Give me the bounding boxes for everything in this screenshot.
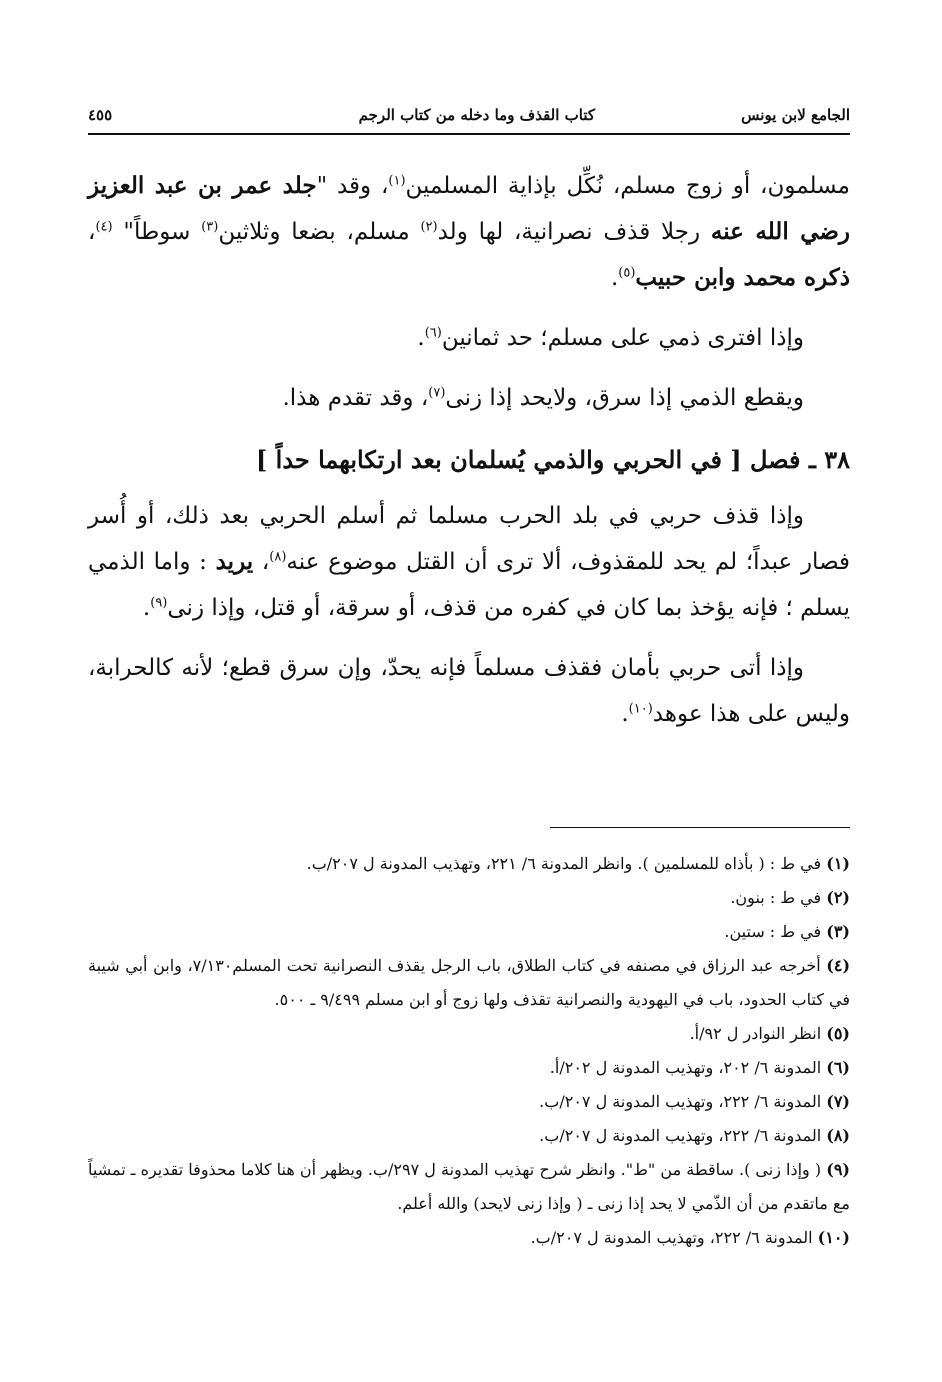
- footnote: [88, 881, 850, 915]
- text-run: ويقطع الذمي إذا سرق، ولايحد إذا زنى: [445, 385, 804, 411]
- footnote-divider: [550, 827, 850, 828]
- footnote-ref: (٩): [150, 595, 168, 611]
- text-run: ،: [88, 219, 96, 245]
- footnote-text: في ط : ستين.: [724, 922, 822, 941]
- footnote-ref: (١٠): [628, 701, 653, 717]
- footnote: [88, 949, 850, 1017]
- footnote: [88, 1017, 850, 1051]
- text-run: وإذا قذف حربي في بلد الحرب مسلما ثم أسلم الحربي بعد ذلك، أو أُسر فصار عبداً؛ لم يحد للمقذوف، ألا ترى أن القتل موضوع عنه: [88, 503, 851, 575]
- page-number: ٤٥٥: [88, 106, 113, 124]
- chapter-title: كتاب القذف وما دخله من كتاب الرجم: [358, 106, 595, 124]
- footnote-ref: (٦): [424, 325, 442, 341]
- footnote-text: المدونة ٦/ ٢٢٢، وتهذيب المدونة ل ٢٠٧/ب.: [530, 1228, 813, 1247]
- main-text: [88, 163, 850, 751]
- text-run: مسلمون، أو زوج مسلم، نُكِّل بإذاية المسلمين: [405, 173, 850, 199]
- text-run: .: [142, 595, 151, 621]
- footnote-ref: (٨): [269, 549, 287, 565]
- text-run: .: [417, 325, 425, 351]
- footnote-number: (٣): [826, 922, 850, 941]
- footnote-ref: (٢): [420, 219, 438, 235]
- footnote-text: المدونة ٦/ ٢٠٢، وتهذيب المدونة ل ٢٠٢/أ.: [549, 1058, 822, 1077]
- footnote: [88, 1153, 850, 1221]
- text-run: ، وقد ": [316, 173, 389, 199]
- footnote-ref: (٣): [201, 219, 219, 235]
- footnote-ref: (٤): [95, 219, 113, 235]
- footnote-text: المدونة ٦/ ٢٢٢، وتهذيب المدونة ل ٢٠٧/ب.: [539, 1126, 822, 1145]
- footnote-text: في ط : ( بأذاه للمسلمين ). وانظر المدونة ٦/ ٢٢١، وتهذيب المدونة ل ٢٠٧/ب.: [306, 854, 822, 873]
- text-run: وإذا افترى ذمي على مسلم؛ حد ثمانين: [441, 325, 804, 351]
- text-run: .: [621, 701, 629, 727]
- footnote-ref: (٥): [618, 265, 636, 281]
- footnote: [88, 847, 850, 881]
- book-title: الجامع لابن يونس: [741, 106, 850, 124]
- footnotes: [88, 847, 850, 1255]
- section-heading: ٣٨ ـ فصل [ في الحربي والذمي يُسلمان بعد ارتكابهما حداً ]: [255, 445, 850, 474]
- text-run: .: [610, 265, 619, 291]
- footnote: [88, 1051, 850, 1085]
- paragraph-5: [88, 645, 850, 737]
- paragraph-4: [88, 493, 850, 631]
- footnote-text: انظر النوادر ل ٩٢/أ.: [689, 1024, 822, 1043]
- footnote-text: أخرجه عبد الرزاق في مصنفه في كتاب الطلاق، باب الرجل يقذف النصرانية تحت المسلم٧/١٣٠، وابن أبي شيبة في كتاب الحدود، باب في اليهودية والنصرانية تقذف ولها زوج أو ابن مسلم ٩/٤٩٩ ـ ٥٠٠.: [88, 956, 850, 1009]
- text-run: وإذا أتى حربي بأمان فقذف مسلماً فإنه يحدّ، وإن سرق قطع؛ لأنه كالحرابة، وليس على هذا عوهد: [88, 655, 850, 727]
- bold-run: ذكره محمد وابن حبيب: [635, 264, 850, 291]
- footnote: [88, 915, 850, 949]
- footnote: [88, 1119, 850, 1153]
- text-run: رجلا قذف نصرانية، لها ولد: [437, 219, 711, 245]
- footnote-number: (٨): [826, 1126, 850, 1145]
- footnote-ref: (١): [388, 173, 406, 189]
- text-run: ،: [253, 549, 270, 575]
- text-run: سوطاً": [112, 219, 202, 245]
- footnote-number: (١٠): [817, 1228, 850, 1247]
- paragraph-2: [88, 315, 850, 361]
- paragraph-3: [88, 375, 850, 421]
- text-run: ، وقد تقدم هذا.: [282, 385, 429, 411]
- footnote-text: في ط : بنون.: [730, 888, 822, 907]
- footnote: [88, 1221, 850, 1255]
- bold-run: جلد عمر بن عبد العزيز رضي الله عنه: [88, 172, 851, 245]
- text-run: : واما الذمي يسلم ؛ فإنه يؤخذ بما كان في كفره من قذف، أو سرقة، أو قتل، وإذا زنى: [88, 549, 850, 621]
- footnote-number: (٢): [826, 888, 850, 907]
- running-header: [88, 100, 850, 128]
- footnote-text: المدونة ٦/ ٢٢٢، وتهذيب المدونة ل ٢٠٧/ب.: [539, 1092, 822, 1111]
- footnote-number: (٤): [826, 956, 851, 975]
- footnote-number: (٩): [826, 1160, 850, 1179]
- header-divider: [88, 133, 850, 135]
- footnote-number: (٦): [826, 1058, 850, 1077]
- text-run: مسلم، بضعا وثلاثين: [218, 219, 421, 245]
- footnote-ref: (٧): [428, 385, 446, 401]
- footnote-number: (٥): [826, 1024, 850, 1043]
- paragraph-1: [88, 163, 850, 301]
- footnote-number: (٧): [826, 1092, 850, 1111]
- footnote-text: ( وإذا زنى ). ساقطة من "ط". وانظر شرح تهذيب المدونة ل ٢٩٧/ب. ويظهر أن هنا كلاما محذوفا تقديره ـ تمشياً مع ماتقدم من أن الذّمي لا يحد إذا زنى ـ ( وإذا زنى لايحد) والله أعلم.: [88, 1160, 850, 1213]
- bold-run: يريد: [215, 548, 254, 575]
- footnote-number: (١): [826, 854, 850, 873]
- footnote: [88, 1085, 850, 1119]
